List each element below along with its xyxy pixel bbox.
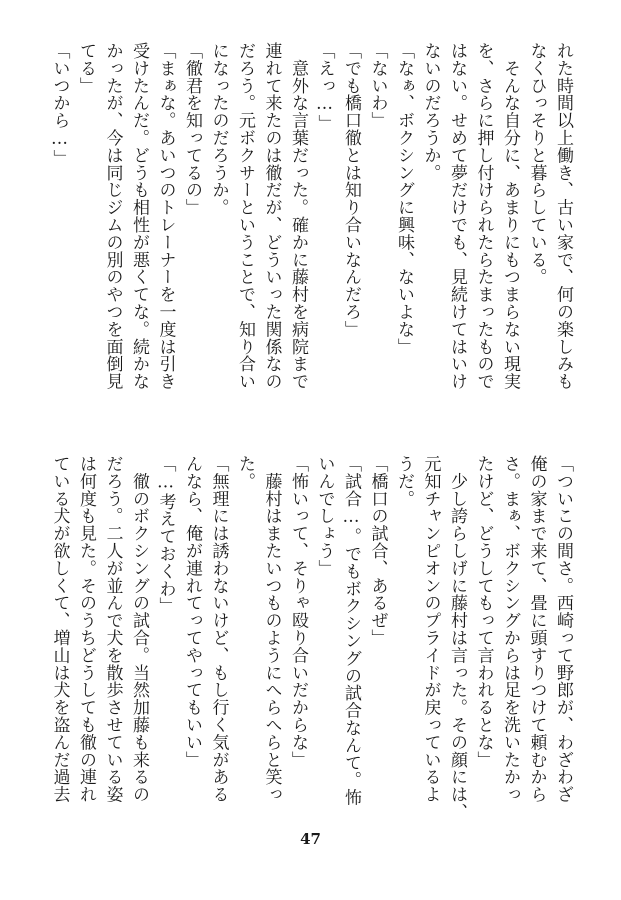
text-column: 「…考えておくわ」 (155, 455, 176, 615)
text-column: 「いつから…」 (49, 42, 70, 167)
text-column: 「橋口の試合、あるぜ」 (367, 455, 388, 647)
text-column: 少し誇らしげに藤村は言った。その顔には、 (447, 455, 467, 821)
text-column: 意外な言葉だった。確かに藤村を病院まで (288, 42, 308, 390)
text-column: うだ。 (394, 455, 414, 508)
text-column: 元知チャンピオンのプライドが戻っているよ (420, 455, 441, 803)
text-column: 「まぁな。あいつのトレーナーを一度は引き (155, 42, 176, 390)
text-column: んなら、俺が連れてってやってもいい」 (182, 455, 202, 769)
text-column: 「えっ…」 (314, 42, 335, 132)
text-column: 「でも橋口徹とは知り合いなんだろ」 (341, 42, 361, 338)
text-column: 俺の家まで来て、畳に頭すりつけて頼むから (526, 455, 547, 803)
text-column: 連れて来たのは徹だが、どういった関係なの (261, 42, 282, 390)
text-column: 「なぁ、ボクシングに興味、ないよな」 (394, 42, 414, 356)
page-number: 47 (300, 830, 321, 848)
text-column: 「怖いって、そりゃ殴り合いだからな」 (288, 455, 308, 769)
text-column: そんな自分に、あまりにもつまらない現実 (500, 42, 520, 390)
text-column: 「試合…。でもボクシングの試合なんて。怖 (341, 455, 361, 806)
text-column: なくひっそりと暮らしている。 (526, 42, 547, 286)
text-column: は何度も見た。そのうちどうしても徹の連れ (76, 455, 96, 803)
text-column: 「徹君を知ってるの」 (182, 42, 202, 216)
text-column: た。 (235, 455, 255, 490)
text-column: かったが、今は同じジムの別のやつを面倒見 (102, 42, 123, 390)
text-column: 受けたんだ。どうも相性が悪くてな。続かな (129, 42, 149, 390)
text-column: ないのだろうか。 (420, 42, 441, 182)
text-column: になったのだろうか。 (208, 42, 229, 216)
text-column: いんでしょう」 (314, 455, 335, 577)
text-column: さ。まぁ、ボクシングからは足を洗いたかっ (500, 455, 520, 803)
text-block-bottom (49, 455, 576, 821)
text-column: 「ついこの間さ。西崎って野郎が、わざわざ (553, 455, 573, 803)
text-column: 藤村はまたいつものようにへらへらと笑っ (261, 455, 282, 803)
text-column: 「ないわ」 (367, 42, 388, 129)
text-block-top (49, 42, 576, 397)
text-column: だろう。元ボクサーということで、知り合い (235, 42, 255, 390)
text-column: てる」 (76, 42, 96, 95)
text-column: を、さらに押し付けられたらたまったもので (473, 42, 494, 390)
text-column: はない。せめて夢だけでも、見続けてはいけ (447, 42, 467, 390)
text-column: ている犬が欲しくて、増山は犬を盗んだ過去 (49, 455, 70, 803)
text-column: 「無理には誘わないけど、もし行く気がある (208, 455, 229, 803)
text-column: だろう。二人が並んで犬を散歩させている姿 (102, 455, 123, 803)
text-column: 徹のボクシングの試合。当然加藤も来るの (129, 455, 149, 803)
text-column: れた時間以上働き、古い家で、何の楽しみも (553, 42, 573, 390)
text-column: たけど、どうしてもって言われるとな」 (473, 455, 494, 769)
